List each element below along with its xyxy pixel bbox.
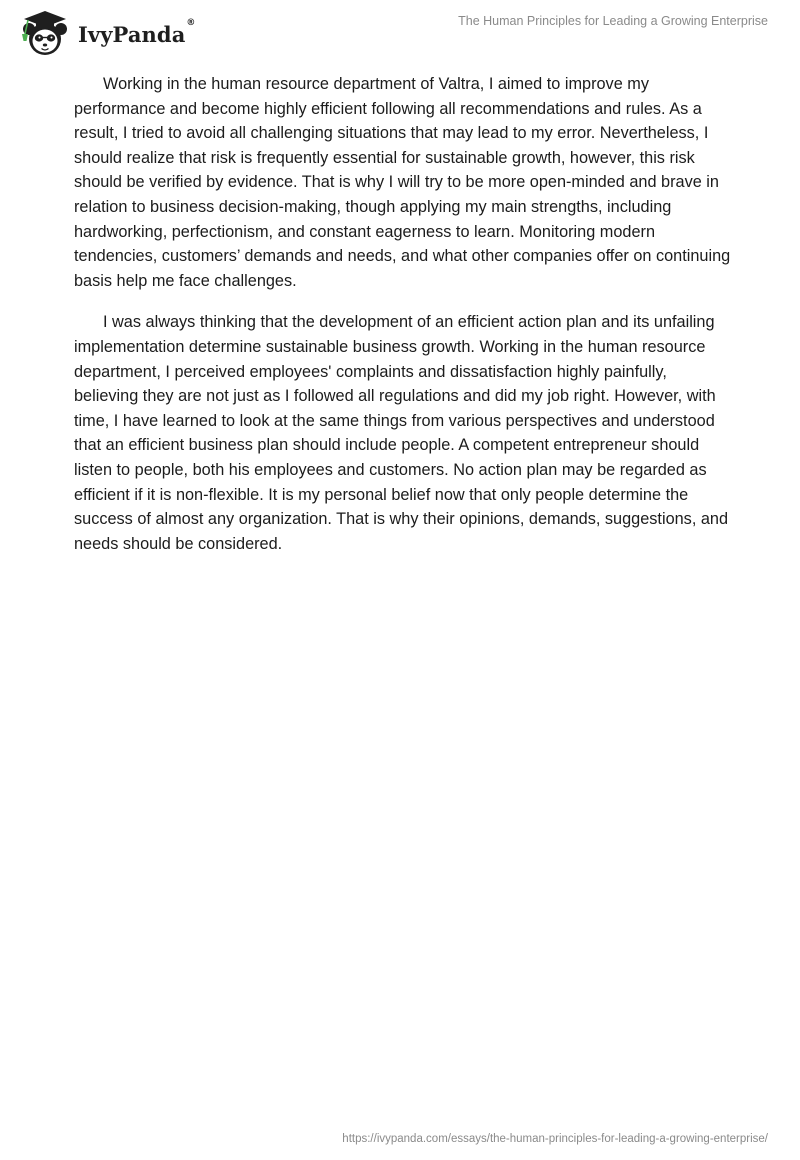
paragraph-2: I was always thinking that the development of an efficient action plan and its unfailing implementation determine sustainable business growth. Working in the human resource department, I perceived employees' complaints and dissatisfaction highly painfully, believing they are not just as I followed all regulations and did my job right. However, with time, I have learned to look at the same things from various perspectives and understood that an efficient business plan should include people. A competent entrepreneur should listen to people, both his employees and customers. No action plan may be regarded as efficient if it is non-flexible. It is my personal belief now that only people determine the success of almost any organization. That is why their opinions, demands, suggestions, and needs should be considered. [74, 313, 729, 553]
brand-name-text: IvyPanda [78, 21, 186, 47]
document-title: The Human Principles for Leading a Growing Enterprise [458, 14, 768, 28]
source-url[interactable]: https://ivypanda.com/essays/the-human-principles-for-leading-a-growing-enterprise/ [342, 1133, 768, 1145]
registered-mark: ® [186, 17, 196, 28]
brand-name [78, 17, 196, 47]
essay-body [74, 72, 734, 573]
panda-graduation-cap-icon [14, 8, 76, 58]
ivypanda-logo[interactable] [14, 8, 196, 58]
page-header [0, 0, 800, 70]
paragraph-1: Working in the human resource department of Valtra, I aimed to improve my performance and become highly efficient following all recommendations and rules. As a result, I tried to avoid all challenging situations that may lead to my error. Nevertheless, I should realize that risk is frequently essential for sustainable growth, however, this risk should be verified by evidence. That is why I will try to be more open-minded and brave in relation to business decision-making, though applying my main strengths, including hardworking, perfectionism, and constant eagerness to learn. Monitoring modern tendencies, customers’ demands and needs, and what other companies offer on continuing basis help me face challenges. [74, 75, 731, 290]
